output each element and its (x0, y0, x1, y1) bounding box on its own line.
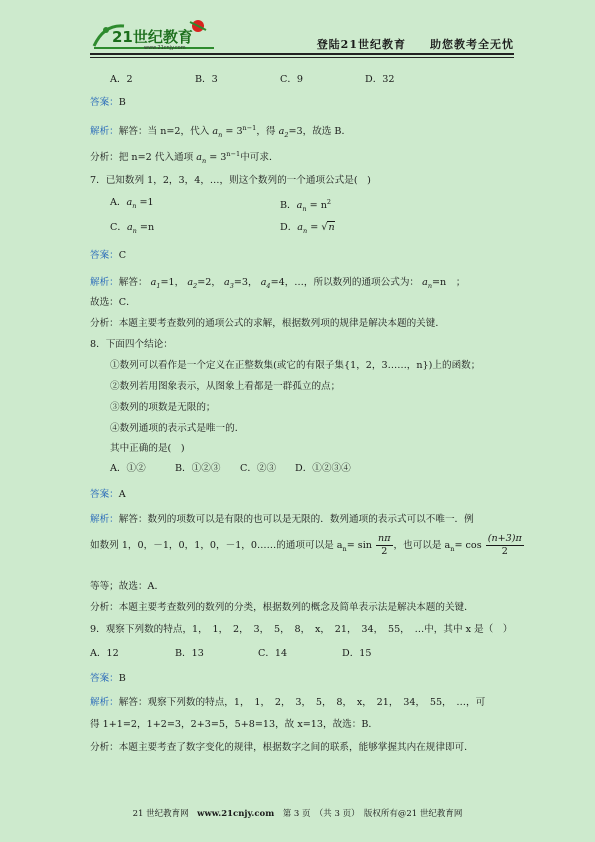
fenxi-end: 中可求． (240, 152, 279, 164)
q8-sub-n-1: n (342, 544, 347, 553)
footer-site: 21 世纪教育网 (132, 809, 198, 819)
formula-base-2: 3 (220, 152, 227, 164)
fenxi-text: 分析：把 n=2 代入通项 (90, 152, 194, 164)
footer-page-info: 第 3 页 （共 3 页） 版权所有@21 世纪教育网 (274, 809, 463, 819)
q8-analysis-line (90, 513, 474, 526)
q7-option-d-value: n (328, 222, 335, 233)
fenxi-line: 分析：把 n=2 代入通项 $a_n = 3^{n-1}$中可求． (90, 150, 279, 166)
header-rule (90, 53, 514, 55)
q7-item-2: =2， (197, 277, 221, 288)
q7-option-a: A．$a_n =1$ (110, 197, 154, 210)
logo-url: www.21cnjy.com (144, 45, 186, 51)
option-b: B．3 (195, 74, 218, 85)
q7-analysis-tail-2: =n ； (432, 277, 466, 288)
formula-a-2: $a_2$ (278, 126, 289, 140)
q7-fenxi: 分析：本题主要考查数列的通项公式的求解，根据数列项的规律是解决本题的关键． (90, 318, 445, 329)
q7-item-4: =4，… (270, 277, 304, 288)
q7-analysis-label: 解析： (90, 277, 119, 288)
q9-answer-line (90, 672, 126, 685)
fraction-n-plus-3-pi-over-2 (486, 533, 524, 558)
question-7-stem: 7．已知数列 1，2，3，4，…，则这个数列的一个通项公式是( ) (90, 175, 371, 186)
answer-value: B (118, 97, 126, 108)
q9-option-c: C．14 (258, 648, 288, 659)
q8-answer-label: 答案： (90, 489, 119, 500)
q7-option-a-value: =1 (139, 197, 154, 208)
q9-answer-value: B (118, 673, 126, 684)
footer-url[interactable]: www.21cnjy.com (197, 809, 275, 819)
q9-analysis-label: 解析： (90, 697, 119, 708)
q7-option-d-label: D． (280, 222, 298, 233)
q9-fenxi: 分析：本题主要考查了数字变化的规律，根据数字之间的联系，能够掌握其内在规律即可． (90, 742, 474, 753)
fraction-1-numerator: nπ (378, 533, 391, 544)
option-d: D．32 (365, 74, 395, 85)
analysis-mid: ，得 (256, 126, 276, 138)
q8-line2-c: ，也可以是 a (393, 540, 451, 551)
fraction-2-numerator: (n+3)π (487, 533, 522, 544)
q8-option-b: B．①②③ (175, 463, 221, 474)
analysis-line: 解析：解答：当 n=2，代入 $a_n = 3^{n-1}$，得 $a_2=3$，故选 B． (90, 124, 352, 140)
q7-analysis-text: 解答： (118, 277, 148, 288)
fraction-n-pi-over-2 (376, 533, 392, 558)
q8-option-d: D．①②③④ (295, 463, 351, 474)
q7-option-b-label: B． (280, 200, 297, 212)
q8-answer-value: A (118, 489, 126, 500)
q7-option-c-label: C． (110, 222, 127, 233)
q9-analysis-text: 解答：观察下列数的特点，1， 1， 2， 3， 5， 8， x， 21， 34， 55， …，可 (118, 697, 486, 708)
formula-a-n: $a_n$ (212, 126, 223, 140)
q7-conclusion: 故选：C． (90, 297, 136, 308)
q9-option-b: B．13 (175, 648, 204, 659)
header-rule-thin (90, 57, 514, 58)
q8-line2-b: = sin (346, 540, 372, 551)
q7-answer-value: C (118, 250, 127, 261)
q8-statement-3: ③数列的项数是无限的； (110, 402, 216, 413)
analysis-end: =3，故选 B． (288, 126, 352, 138)
q8-line2-a: 如数列 1，0，－1，0，1，0，－1，0……的通项可以是 a (90, 540, 343, 551)
formula-a-n-2: $a_n$ (196, 152, 207, 166)
q7-analysis-tail: ，所以数列的通项公式为： (303, 277, 420, 288)
page-footer (0, 807, 595, 819)
answer-line (90, 96, 126, 109)
logo-text: 21世纪教育 (112, 28, 193, 46)
q7-option-b: B．$a_n = n^2$ (280, 198, 332, 214)
q9-option-a: A．12 (90, 648, 119, 659)
analysis-label: 解析： (90, 126, 119, 138)
q8-option-a: A．①② (110, 463, 146, 474)
q8-statement-4: ④数列通项的表示式是唯一的． (110, 423, 245, 434)
option-a: A．2 (110, 74, 133, 85)
option-c: C．9 (280, 74, 304, 85)
q9-analysis-line (90, 696, 485, 709)
formula-base: 3 (236, 126, 243, 138)
q8-analysis-line-2 (90, 533, 525, 562)
q7-item-1: =1， (160, 277, 185, 288)
q9-answer-label: 答案： (90, 673, 119, 684)
question-9-stem: 9．观察下列数的特点，1， 1， 2， 3， 5， 8， x， 21， 34， 55， …中，其中 x 是（ ） (90, 624, 513, 635)
q8-fenxi: 分析：本题主要考查数列的数列的分类，根据数列的概念及简单表示法是解决本题的关键． (90, 602, 474, 613)
formula-exponent-2: n−1 (226, 150, 241, 158)
q8-sub-n-2: n (450, 544, 455, 553)
q9-option-d: D．15 (342, 648, 372, 659)
q7-answer-label: 答案： (90, 250, 119, 261)
q7-analysis-line: 解析：解答： $a_1=1$， $a_2=2$， $a_3=3$， $a_4=4$，…，所以数列的通项公式为： $a_n=n$ ； (90, 277, 466, 290)
q8-line2-d: = cos (454, 540, 482, 551)
q8-option-c: C．②③ (240, 463, 277, 474)
q8-ask: 其中正确的是( ) (110, 443, 185, 454)
q8-line-3: 等等；故选：A． (90, 581, 165, 592)
q7-option-c: C．$a_n =n$ (110, 222, 155, 235)
q8-analysis-label: 解析： (90, 514, 119, 525)
q7-option-b-value: = n (309, 200, 327, 212)
q9-analysis-line-2: 得 1+1=2，1+2=3，2+3=5，5+8=13，故 x=13，故选：B． (90, 719, 378, 730)
q8-statement-2: ②数列若用图象表示，从图象上看都是一群孤立的点； (110, 381, 341, 392)
q7-answer-line (90, 249, 126, 262)
analysis-text: 解答：当 n=2，代入 (118, 126, 210, 138)
page-header (90, 18, 514, 56)
q7-option-c-value: =n (139, 222, 155, 233)
fraction-1-denominator: 2 (381, 546, 388, 557)
answer-label: 答案： (90, 97, 119, 108)
q8-answer-line (90, 488, 126, 501)
question-8-stem: 8．下面四个结论： (90, 339, 173, 350)
q8-analysis-text: 解答：数列的项数可以是有限的也可以是无限的．数列通项的表示式可以不唯一．例 (118, 514, 474, 525)
q7-option-d: D．$a_n = √n$ (280, 222, 335, 235)
site-logo (90, 18, 220, 54)
q7-option-a-label: A． (110, 197, 127, 208)
header-tagline: 登陆21世纪教育 助您教考全无忧 (316, 38, 514, 51)
q7-item-3: =3， (233, 277, 258, 288)
fraction-2-denominator: 2 (501, 546, 508, 557)
formula-exponent: n−1 (242, 124, 257, 132)
q8-statement-1: ①数列可以看作是一个定义在正整数集(或它的有限子集{1，2，3……，n})上的函数； (110, 360, 481, 371)
